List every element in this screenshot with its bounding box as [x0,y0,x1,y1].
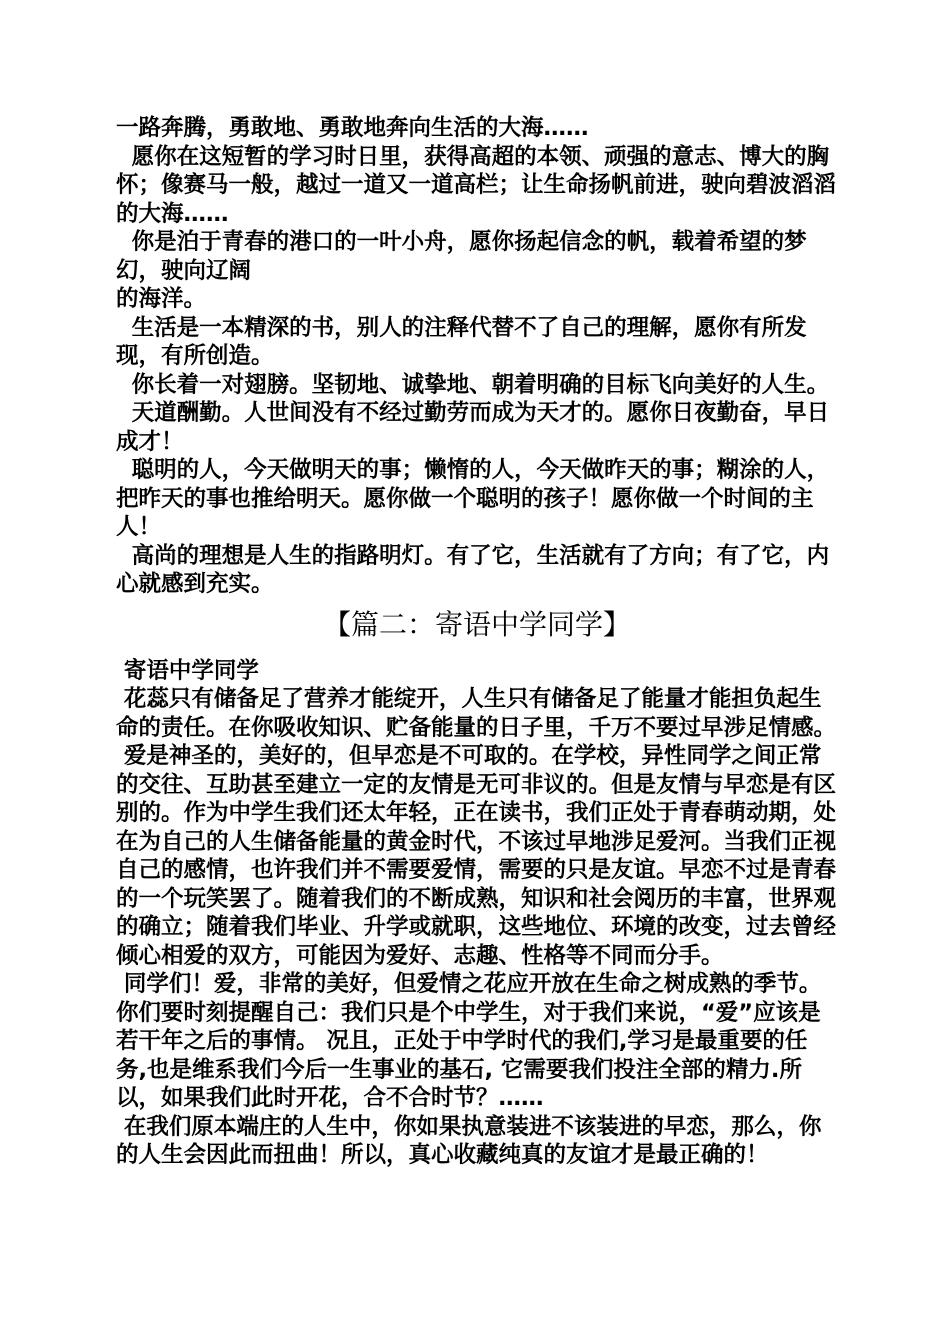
paragraph: 你长着一对翅膀。坚韧地、诚挚地、朝着明确的目标飞向美好的人生。 [116,371,830,398]
section-subheading: 寄语中学同学 [116,657,259,684]
paragraph: 生活是一本精深的书，别人的注释代替不了自己的理解，愿你有所发现，有所创造。 [116,314,807,369]
section-title: 【篇二：寄语中学同学】 [322,607,631,641]
paragraph: 同学们！爱，非常的美好，但爱情之花应开放在生命之树成熟的季节。 你们要时刻提醒自己：我们只是个中学生，对于我们来说，“爱”应该是若干年之后的事情。 况且，正处于中学时代的我们,学习是最重要的任务,也是维系我们今后一生事业的基石, 它需要我们投注全部的精力.所以，如果我们此时开花，合不合时节？…… [116,971,830,1111]
paragraph: 爱是神圣的，美好的，但早恋是不可取的。在学校，异性同学之间正常的交往、互助甚至建立一定的友情是无可非议的。但是友情与早恋是有区别的。作为中学生我们还太年轻，正在读书，我们正处于青春萌动期，处在为自己的人生储备能量的黄金时代，不该过早地涉足爱河。当我们正视自己的感情，也许我们并不需要爱情，需要的只是友谊。早恋不过是青春的一个玩笑罢了。随着我们的不断成熟，知识和社会阅历的丰富，世界观的确立；随着我们毕业、升学或就职，这些地位、环境的改变，过去曾经倾心相爱的双方，可能因为爱好、志趣、性格等不同而分手。 [116,743,837,969]
paragraph: 的海洋。 [116,286,207,312]
document-page [116,114,838,1170]
paragraph: 在我们原本端庄的人生中，你如果执意装进不该装进的早恋，那么，你的人生会因此而扭曲！所以，真心收藏纯真的友谊才是最正确的！ [116,1113,822,1168]
paragraph: 一路奔腾，勇敢地、勇敢地奔向生活的大海…… [116,115,589,141]
paragraph: 愿你在这短暂的学习时日里，获得高超的本领、顽强的意志、博大的胸怀；像赛马一般，越过一道又一道高栏；让生命扬帆前进，驶向碧波滔滔的大海…… [116,143,837,227]
paragraph: 花蕊只有储备足了营养才能绽开，人生只有储备足了能量才能担负起生命的责任。在你吸收知识、贮备能量的日子里，千万不要过早涉足情感。 [116,686,837,741]
paragraph: 高尚的理想是人生的指路明灯。有了它，生活就有了方向；有了它，内心就感到充实。 [116,542,830,597]
paragraph: 聪明的人，今天做明天的事；懒惰的人，今天做昨天的事；糊涂的人，把昨天的事也推给明天。愿你做一个聪明的孩子！愿你做一个时间的主人！ [116,457,830,540]
paragraph: 天道酬勤。人世间没有不经过勤劳而成为天才的。愿你日夜勤奋，早日成才！ [116,400,830,455]
paragraph: 你是泊于青春的港口的一叶小舟，愿你扬起信念的帆，载着希望的梦幻，驶向辽阔 [116,229,807,284]
